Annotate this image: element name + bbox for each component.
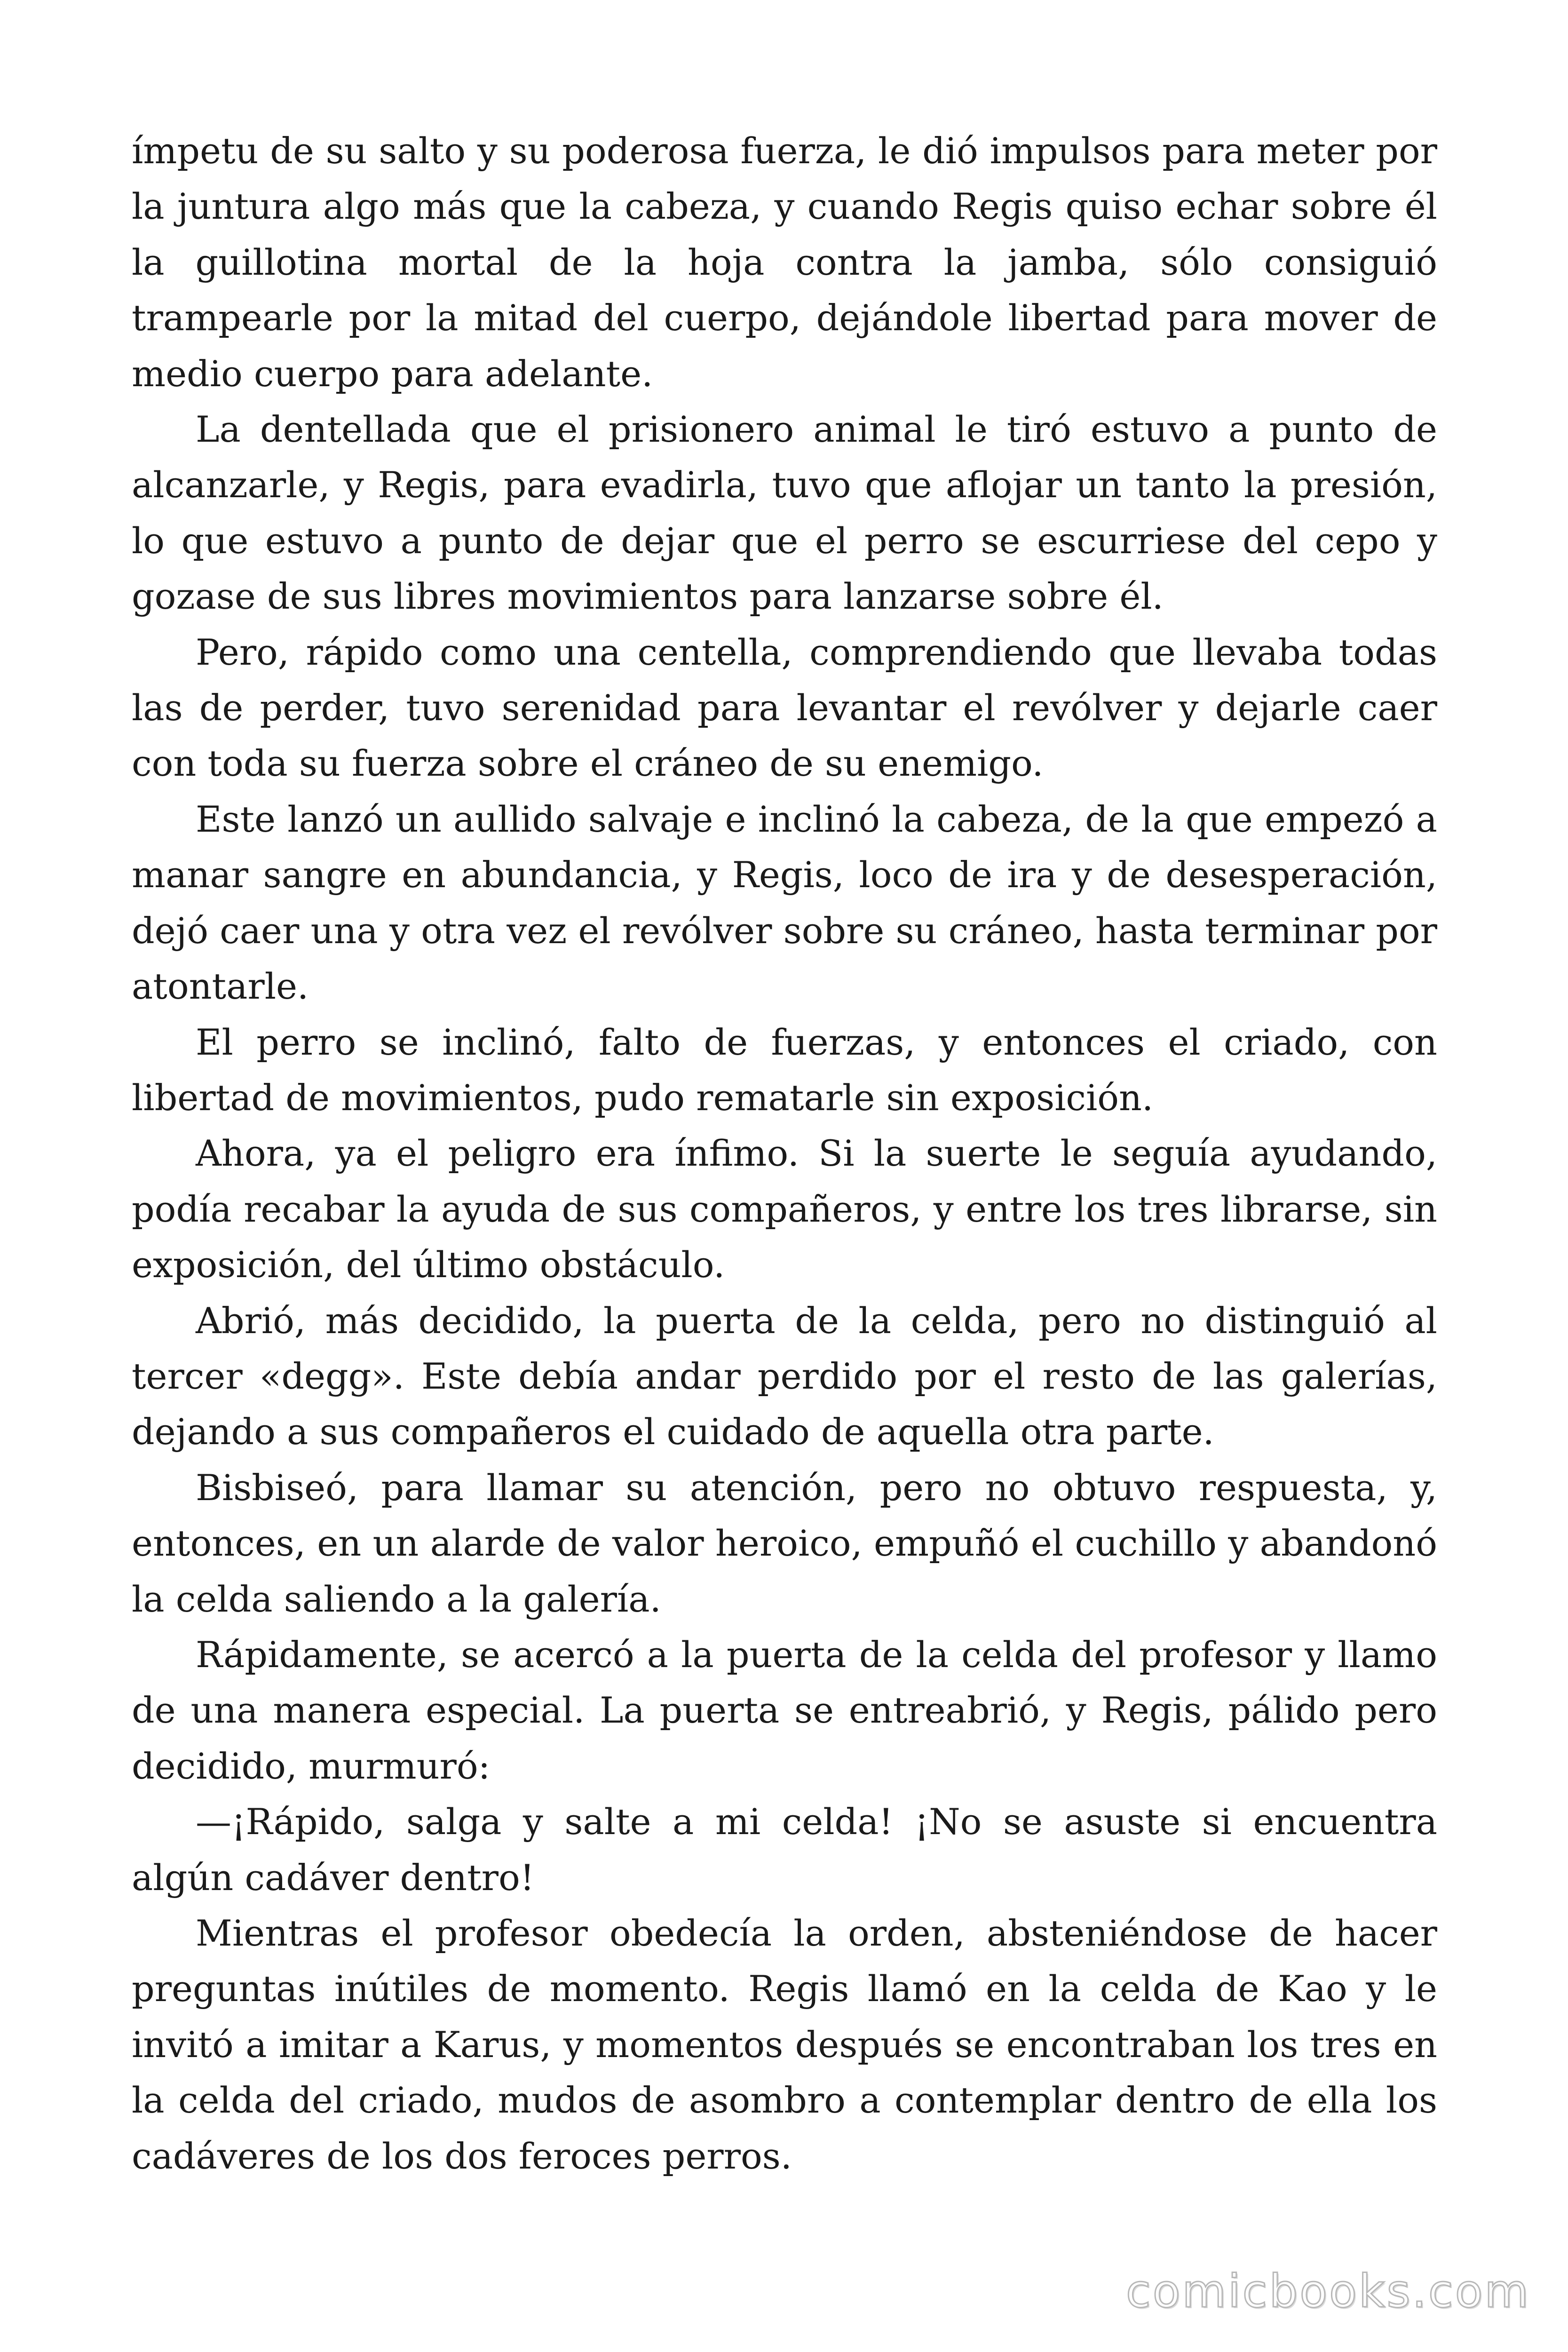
paragraph-3: Pero, rápido como una centella, comprendiendo que llevaba todas las de perder, tuvo serenidad para levantar el revólver y dejarle caer con toda su fuerza sobre el cráneo de su enemigo. bbox=[132, 631, 1437, 785]
paragraph-5: El perro se inclinó, falto de fuerzas, y entonces el criado, con libertad de movimientos, pudo rematarle sin exposición. bbox=[132, 1021, 1437, 1119]
watermark: comicbooks.com bbox=[1125, 2265, 1530, 2318]
paragraph-11: Mientras el profesor obedecía la orden, absteniéndose de hacer preguntas inútiles de momento. Regis llamó en la celda de Kao y le invitó a imitar a Karus, y momentos después se encontraban los tres en la celda del criado, mudos de asombro a contemplar dentro de ella los cadáveres de los dos feroces perros. bbox=[132, 1912, 1437, 2177]
paragraph-10-dialogue: —¡Rápido, salga y salte a mi celda! ¡No se asuste si encuentra algún cadáver dentro! bbox=[132, 1801, 1437, 1899]
body-text bbox=[132, 123, 1437, 2184]
paragraph-9: Rápidamente, se acercó a la puerta de la celda del profesor y llamo de una manera especial. La puerta se entreabrió, y Regis, pálido pero decidido, murmuró: bbox=[132, 1633, 1437, 1787]
paragraph-4: Este lanzó un aullido salvaje e inclinó la cabeza, de la que empezó a manar sangre en abundancia, y Regis, loco de ira y de desesperación, dejó caer una y otra vez el revólver sobre su cráneo, hasta terminar por atontarle. bbox=[132, 798, 1437, 1008]
paragraph-2: La dentellada que el prisionero animal le tiró estuvo a punto de alcanzarle, y Regis, para evadirla, tuvo que aflojar un tanto la presión, lo que estuvo a punto de dejar que el perro se escurriese del cepo y gozase de sus libres movimientos para lanzarse sobre él. bbox=[132, 408, 1437, 618]
paragraph-1: ímpetu de su salto y su poderosa fuerza, le dió impulsos para meter por la juntura algo más que la cabeza, y cuando Regis quiso echar sobre él la guillotina mortal de la hoja contra la jamba, sólo consiguió trampearle por la mitad del cuerpo, dejándole libertad para mover de medio cuerpo para adelante. bbox=[132, 130, 1437, 395]
paragraph-7: Abrió, más decidido, la puerta de la celda, pero no distinguió al tercer «degg». Este debía andar perdido por el resto de las galerías, dejando a sus compañeros el cuidado de aquella otra parte. bbox=[132, 1299, 1437, 1453]
paragraph-8: Bisbiseó, para llamar su atención, pero no obtuvo respuesta, y, entonces, en un alarde de valor heroico, empuñó el cuchillo y abandonó la celda saliendo a la galería. bbox=[132, 1466, 1437, 1620]
paragraph-6: Ahora, ya el peligro era ínfimo. Si la suerte le seguía ayudando, podía recabar la ayuda de sus compañeros, y entre los tres librarse, sin exposición, del último obstáculo. bbox=[132, 1132, 1437, 1286]
